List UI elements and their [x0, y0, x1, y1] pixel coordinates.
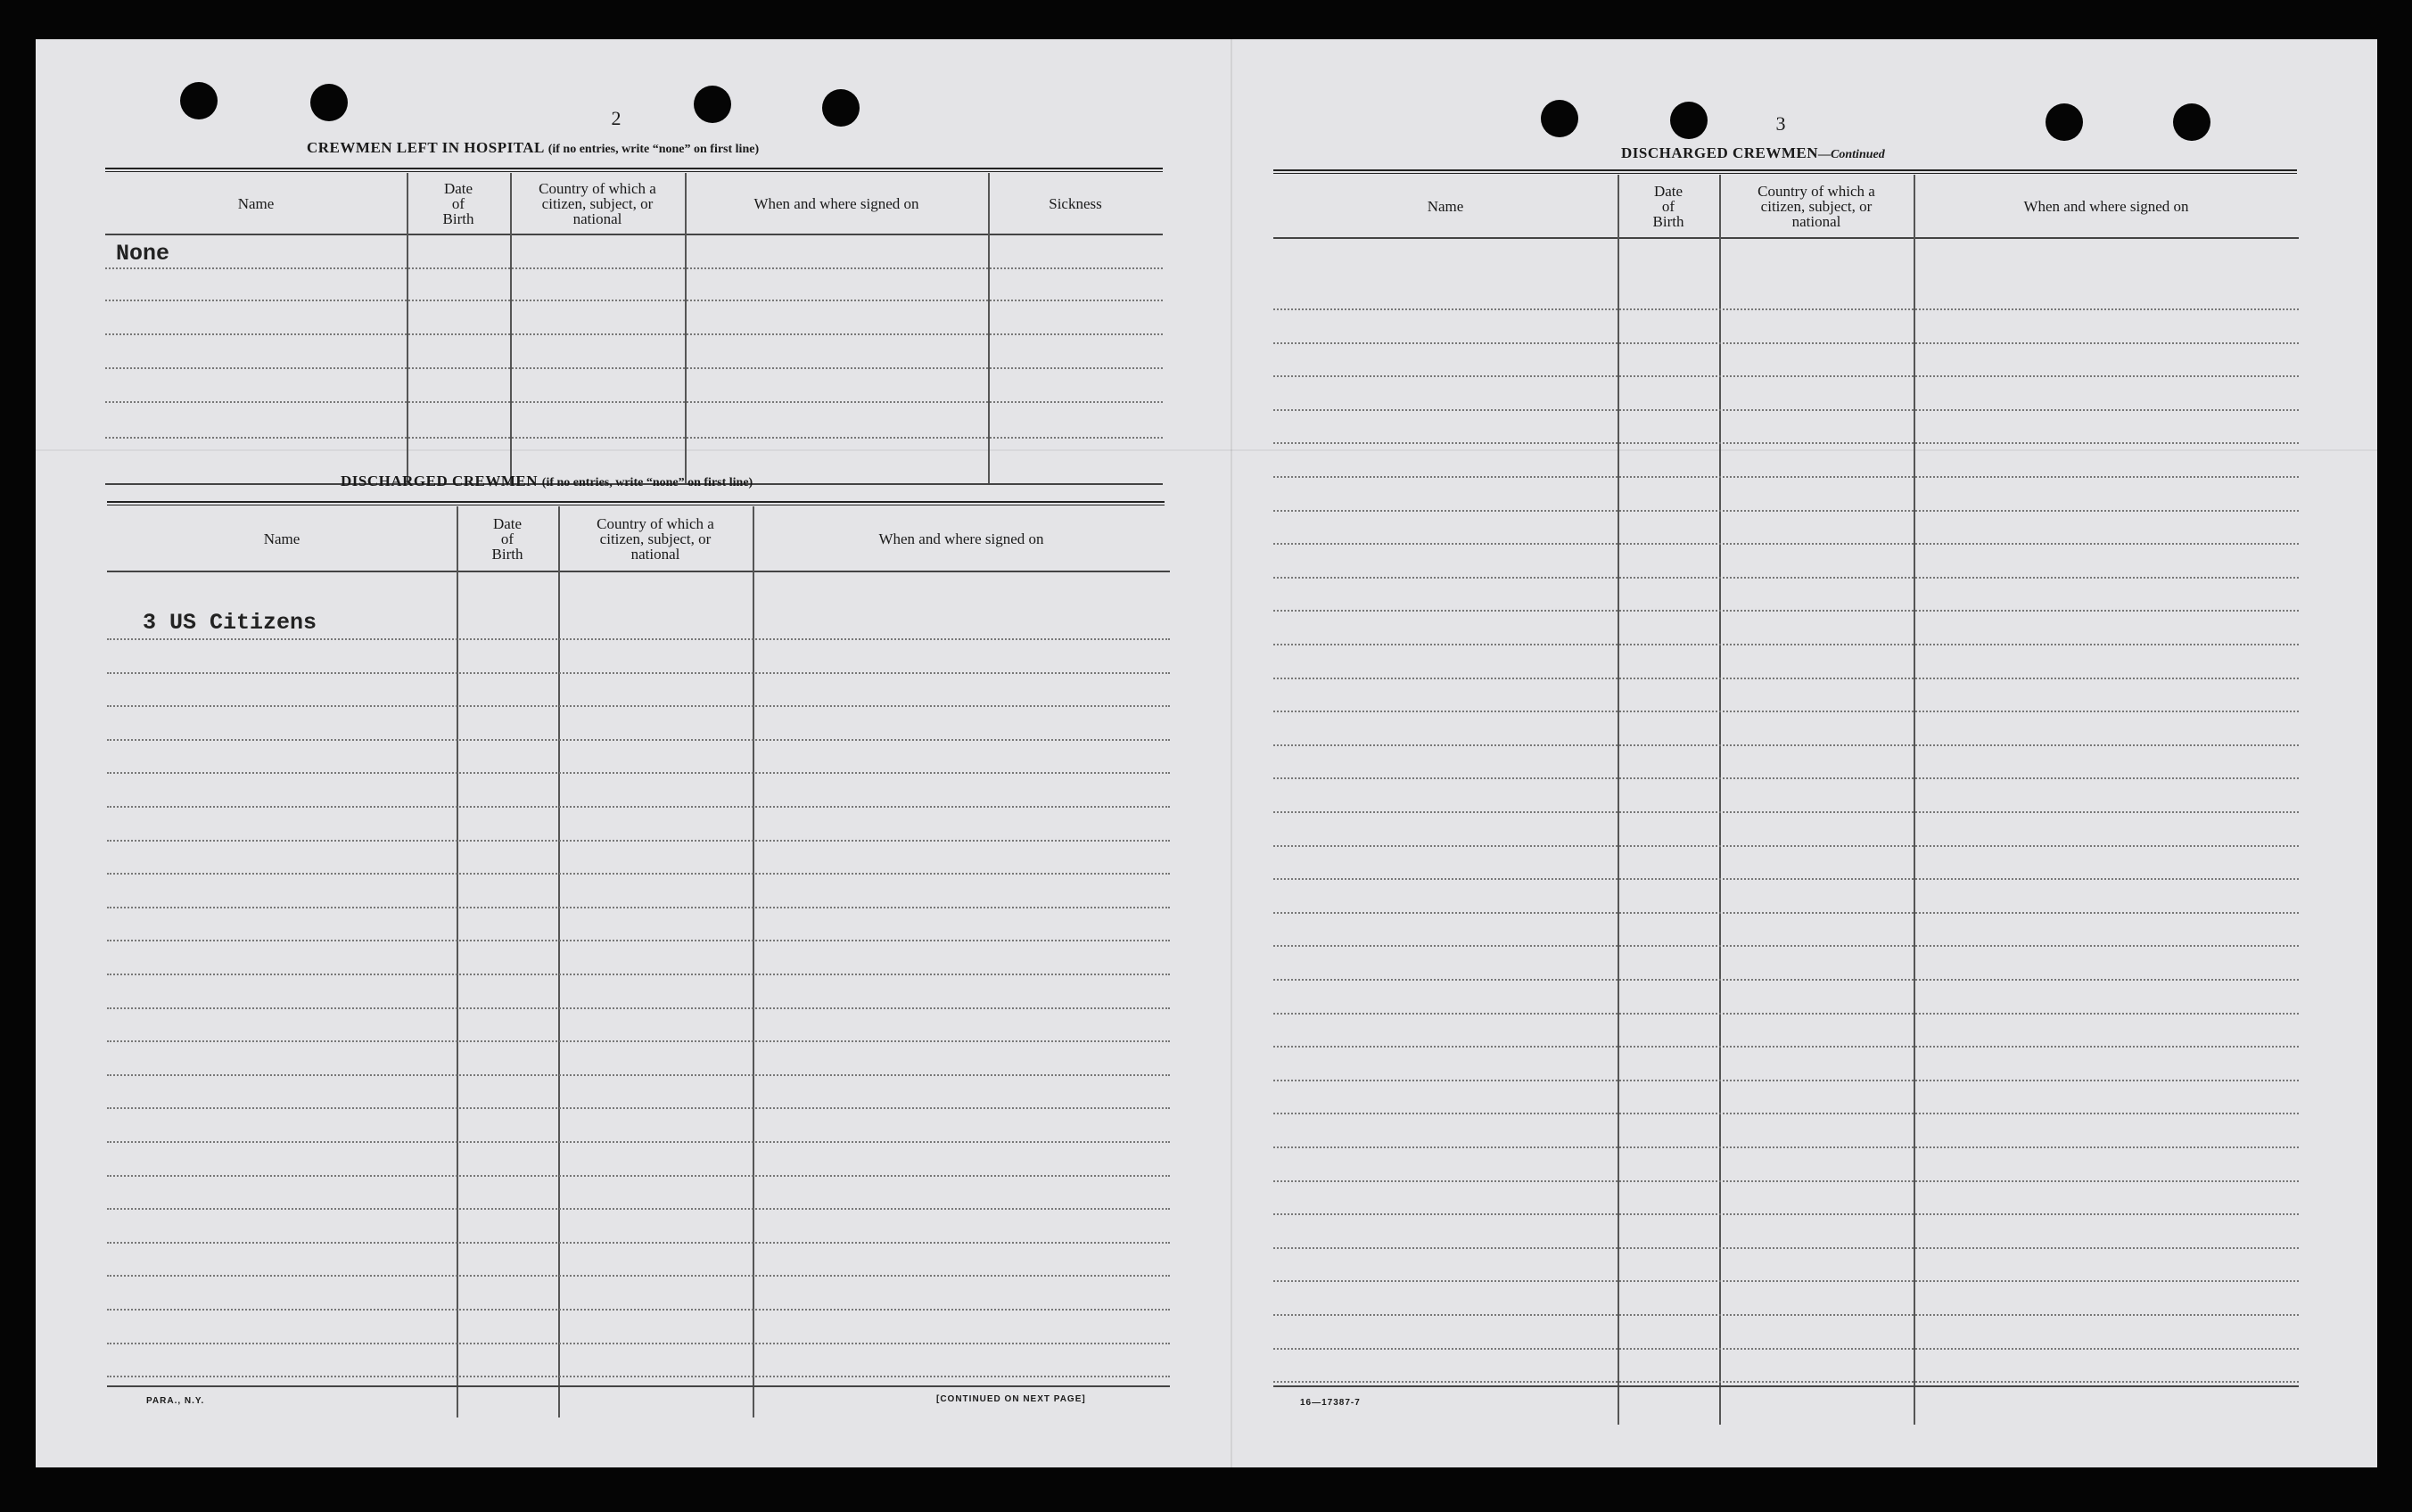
discharged-continued-table: [1273, 175, 2299, 1405]
discharged-section-title: [341, 472, 753, 490]
table-row: [1273, 678, 2299, 679]
table-row: [1273, 845, 2299, 847]
table-row: [107, 772, 1170, 774]
table-row: [107, 672, 1170, 674]
col-header-date-of-birth: Date of Birth: [442, 179, 474, 227]
hospital-first-entry: None: [116, 241, 170, 267]
discharged-top-rule: [107, 501, 1165, 505]
continued-table-header: [1273, 175, 2299, 239]
table-row: [1273, 979, 2299, 981]
table-row: [1273, 442, 2299, 444]
table-row: [105, 367, 1163, 369]
table-row: [1273, 543, 2299, 545]
table-row: [1273, 308, 2299, 310]
table-row: [1273, 644, 2299, 645]
punch-hole: [2046, 103, 2083, 141]
left-page-bottom-rule: [107, 1385, 1170, 1387]
table-row: [107, 1007, 1170, 1009]
table-row: [107, 840, 1170, 842]
hospital-top-rule: [105, 168, 1163, 172]
table-row: [1273, 1146, 2299, 1148]
hospital-title-note: (if no entries, write “none” on first line): [547, 143, 760, 156]
table-row: [1273, 1180, 2299, 1182]
table-row: [105, 333, 1163, 335]
column-divider: [457, 506, 458, 1418]
table-row: [1273, 342, 2299, 344]
table-row: [1273, 1080, 2299, 1081]
column-divider: [753, 506, 754, 1418]
punch-hole: [1541, 100, 1578, 137]
table-row: [1273, 577, 2299, 579]
table-row: [107, 907, 1170, 908]
punch-hole: [2173, 103, 2210, 141]
discharged-title-text: DISCHARGED CREWMEN: [341, 472, 539, 489]
table-row: [107, 1376, 1170, 1377]
table-row: [107, 1309, 1170, 1311]
table-row: [107, 705, 1170, 707]
continued-label: —Continued: [1818, 148, 1885, 161]
continued-title-text: DISCHARGED CREWMEN: [1621, 144, 1819, 161]
table-row: [1273, 375, 2299, 377]
col-header-date-of-birth: Date of Birth: [1652, 182, 1684, 230]
discharged-table-header: [107, 506, 1170, 572]
table-row: [105, 401, 1163, 403]
table-row: [1273, 1280, 2299, 1282]
table-row: [105, 300, 1163, 301]
page-fold: [1231, 39, 1232, 1467]
table-row: [1273, 1348, 2299, 1350]
table-row: [1273, 811, 2299, 813]
table-row: [1273, 878, 2299, 880]
table-row: [1273, 476, 2299, 478]
table-row: [1273, 711, 2299, 712]
table-row: [1273, 1013, 2299, 1015]
col-header-signed-on: When and where signed on: [753, 194, 919, 212]
table-row: [105, 267, 1163, 269]
column-divider: [1719, 175, 1721, 1425]
punch-hole: [1670, 102, 1708, 139]
continued-top-rule: [1273, 169, 2297, 174]
col-header-country: Country of which a citizen, subject, or national: [539, 179, 656, 227]
census-form-sheet: [36, 39, 2377, 1467]
table-row: [1273, 1381, 2299, 1383]
column-divider: [1914, 175, 1915, 1425]
table-row: [107, 638, 1170, 640]
col-header-date-of-birth: Date of Birth: [491, 514, 523, 563]
table-row: [107, 873, 1170, 875]
table-row: [105, 437, 1163, 439]
right-page-bottom-rule: [1273, 1385, 2299, 1387]
table-row: [107, 940, 1170, 941]
table-row: [1273, 409, 2299, 411]
table-row: [1273, 1046, 2299, 1048]
table-row: [107, 1074, 1170, 1076]
discharged-title-note: (if no entries, write “none” on first line): [541, 476, 753, 489]
col-header-name: Name: [263, 530, 300, 547]
table-row: [107, 806, 1170, 808]
page-number-right: 3: [1775, 112, 1786, 135]
table-row: [1273, 777, 2299, 779]
table-row: [1273, 510, 2299, 512]
footer-continued-note: [CONTINUED ON NEXT PAGE]: [936, 1394, 1086, 1404]
table-row: [107, 1175, 1170, 1177]
punch-hole: [310, 84, 348, 121]
col-header-name: Name: [1427, 197, 1464, 215]
col-header-sickness: Sickness: [1049, 194, 1102, 212]
table-row: [107, 1208, 1170, 1210]
col-header-country: Country of which a citizen, subject, or national: [1758, 182, 1875, 230]
punch-hole: [822, 89, 860, 127]
table-row: [1273, 912, 2299, 914]
table-row: [107, 1040, 1170, 1042]
table-row: [1273, 1247, 2299, 1249]
table-row: [1273, 1113, 2299, 1114]
table-row: [1273, 610, 2299, 612]
discharged-table: [107, 506, 1170, 1398]
discharged-first-entry: 3 US Citizens: [143, 610, 317, 636]
table-row: [107, 1107, 1170, 1109]
col-header-name: Name: [237, 194, 275, 212]
table-row: [107, 1275, 1170, 1277]
footer-form-number: 16—17387-7: [1300, 1398, 1361, 1408]
table-row: [1273, 945, 2299, 947]
discharged-continued-title: [1621, 144, 1885, 162]
table-row: [107, 974, 1170, 975]
col-header-signed-on: When and where signed on: [2023, 197, 2189, 215]
footer-printer-mark: PARA., N.Y.: [146, 1396, 205, 1406]
hospital-title-text: CREWMEN LEFT IN HOSPITAL: [307, 139, 544, 156]
column-divider: [558, 506, 560, 1418]
table-row: [1273, 744, 2299, 746]
table-row: [1273, 1314, 2299, 1316]
hospital-table-header: [105, 173, 1163, 235]
table-row: [107, 739, 1170, 741]
col-header-country: Country of which a citizen, subject, or national: [597, 514, 714, 563]
hospital-table: [105, 173, 1163, 487]
page-number-left: 2: [611, 107, 622, 129]
table-row: [107, 1343, 1170, 1344]
hospital-section-title: [307, 139, 759, 157]
table-row: [107, 1141, 1170, 1143]
col-header-signed-on: When and where signed on: [878, 530, 1044, 547]
punch-hole: [694, 86, 731, 123]
column-divider: [1618, 175, 1619, 1425]
table-row: [1273, 1213, 2299, 1215]
table-row: [107, 1242, 1170, 1244]
punch-hole: [180, 82, 218, 119]
